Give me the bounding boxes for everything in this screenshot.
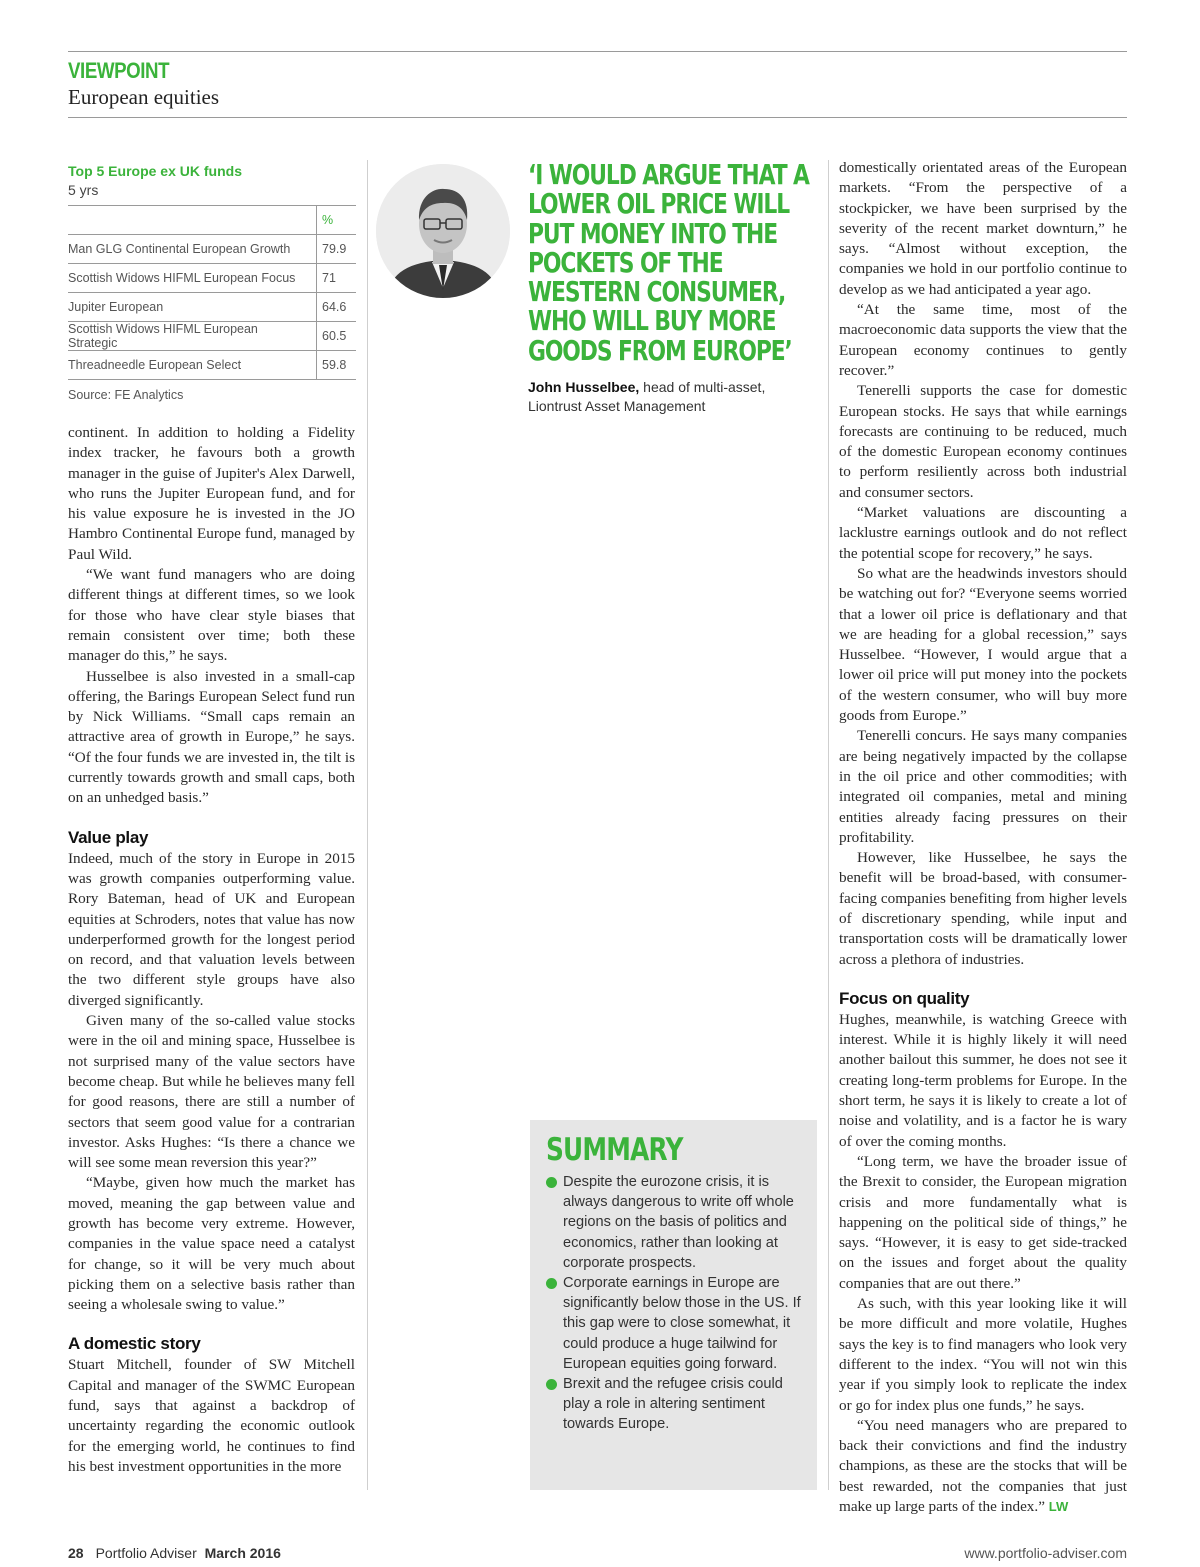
- magazine-name: Portfolio Adviser: [95, 1545, 197, 1561]
- funds-table: [68, 205, 356, 380]
- portrait-photo: [376, 164, 510, 298]
- column-divider: [828, 160, 829, 1490]
- summary-item: [546, 1374, 806, 1435]
- footer-left: [68, 1545, 281, 1561]
- header-bottom-rule: [68, 117, 1127, 118]
- summary-list: [546, 1172, 806, 1435]
- table-period: 5 yrs: [68, 182, 99, 198]
- fund-name: Man GLG Continental European Growth: [68, 235, 317, 264]
- table-header-name: [68, 206, 317, 235]
- summary-item-text: Despite the eurozone crisis, it is always dangerous to write off whole regions on the basis of politics and economics, rather than looking at corporate prospects.: [563, 1174, 794, 1271]
- author-signoff: LW: [1048, 1499, 1069, 1514]
- paragraph: Stuart Mitchell, founder of SW Mitchell Capital and manager of the SWMC European fund, says that against a backdrop of uncertainty regarding the economic outlook for the emerging world, he continues to find his best investment opportunities in the more: [68, 1356, 355, 1475]
- paragraph: “At the same time, most of the macroeconomic data supports the view that the European economy continues to gently recover.”: [839, 301, 1127, 379]
- paragraph: So what are the headwinds investors should be watching out for? “Everyone seems worried that a lower oil price is deflationary and that we are heading for a global recession,” says Husselbee. “However, I would argue that a lower oil price will put money into the pockets of the western consumer, who will buy more goods from Europe.”: [839, 564, 1127, 725]
- paragraph: [839, 1416, 1127, 1517]
- issue-date: March 2016: [204, 1545, 281, 1561]
- article-column-3: [839, 158, 1127, 1517]
- paragraph: domestically orientated areas of the European markets. “From the perspective of a stockpicker, we have been surprised by the severity of the recent market downturn,” he says. “Almost without exception, the companies we hold in our portfolio continue to develop as we had anticipated a year ago.: [839, 159, 1127, 298]
- column-divider: [367, 160, 368, 1490]
- paragraph: Indeed, much of the story in Europe in 2015 was growth companies outperforming value. Rory Bateman, head of UK and European equities at Schroders, notes that value has now underperformed growth for the longest period on record, and that valuation levels between the two different style groups have also diverged significantly.: [68, 849, 355, 1009]
- table-row: [68, 293, 356, 322]
- fund-value: 71: [317, 264, 357, 293]
- fund-value: 59.8: [317, 351, 357, 380]
- subheading: Focus on quality: [839, 988, 970, 1008]
- summary-item-text: Corporate earnings in Europe are significantly below those in the US. If this gap were to close somewhat, it could produce a huge tailwind for European equities going forward.: [563, 1275, 801, 1372]
- quote-author-role: head of multi-asset, Liontrust Asset Management: [528, 379, 766, 414]
- table-header-row: [68, 206, 356, 235]
- fund-name: Threadneedle European Select: [68, 351, 317, 380]
- article-column-1: [68, 423, 355, 1477]
- summary-box: [530, 1120, 817, 1490]
- summary-title: SUMMARY: [546, 1132, 683, 1168]
- pull-quote: ‘I WOULD ARGUE THAT A LOWER OIL PRICE WILL PUT MONEY INTO THE POCKETS OF THE WESTERN CONSUMER, WHO WILL BUY MORE GOODS FROM EUROPE’: [528, 158, 809, 367]
- subheading: Value play: [68, 827, 149, 847]
- quote-attribution: [528, 378, 818, 416]
- bullet-icon: [546, 1278, 557, 1289]
- summary-item: [546, 1273, 806, 1374]
- top-funds-table-box: [68, 160, 356, 402]
- bullet-icon: [546, 1177, 557, 1188]
- paragraph: “Maybe, given how much the market has moved, meaning the gap between value and growth has become very extreme. However, companies in the value space need a catalyst for change, so it will be very much about picking them on a selective basis rather than seeing a wholesale swing to value.”: [68, 1174, 355, 1314]
- paragraph: Tenerelli supports the case for domestic European stocks. He says that while earnings forecasts are continuing to be reduced, much of the domestic European economy continues to perform resiliently across both industrial and consumer sectors.: [839, 382, 1127, 501]
- paragraph: Given many of the so-called value stocks were in the oil and mining space, Husselbee is not surprised many of the value sectors have become cheap. But while he believes many fell for good reasons, there are still a number of sectors that seem good value for a contrarian investor. Asks Hughes: “Is there a chance we will see some mean reversion this year?”: [68, 1012, 355, 1172]
- page-number: 28: [68, 1545, 84, 1561]
- header-top-rule: [68, 51, 1127, 52]
- paragraph: “Long term, we have the broader issue of the Brexit to consider, the European migration crisis and more fundamentally what is happening on the political side of things,” he says. “However, it is easy to get side-tracked on the issues and forget about the quality companies that are out there.”: [839, 1152, 1127, 1292]
- section-label: VIEWPOINT: [68, 58, 170, 83]
- table-title: Top 5 Europe ex UK funds: [68, 163, 242, 179]
- fund-name: Jupiter European: [68, 293, 317, 322]
- paragraph: Husselbee is also invested in a small-cap offering, the Barings European Select fund run by Nick Williams. “Small caps remain an attractive area of growth in Europe,” he says. “Of the four funds we are invested in, the tilt is currently towards growth and small caps, both on an unhedged basis.”: [68, 667, 355, 807]
- summary-item: [546, 1172, 806, 1273]
- fund-value: 60.5: [317, 322, 357, 351]
- quote-author: John Husselbee,: [528, 379, 640, 395]
- fund-name: Scottish Widows HIFML European Strategic: [68, 322, 317, 351]
- table-row: [68, 264, 356, 293]
- paragraph: “We want fund managers who are doing different things at different times, so we look for those who have clear style biases that remain consistent over time; both these manager do this,” he says.: [68, 566, 355, 665]
- table-source: Source: FE Analytics: [68, 388, 184, 402]
- table-header-value: %: [317, 206, 357, 235]
- paragraph: As such, with this year looking like it will be more difficult and more volatile, Hughes says the key is to find managers who look very different to the index. “You will not win this year if you simply look to replicate the index or go for index plus one funds,” he says.: [839, 1295, 1127, 1414]
- subsection-title: European equities: [68, 85, 220, 109]
- bullet-icon: [546, 1379, 557, 1390]
- paragraph: continent. In addition to holding a Fidelity index tracker, he favours both a growth manager in the guise of Jupiter's Alex Darwell, who runs the Jupiter European fund, and for his value exposure he is invested in the JO Hambro Continental Europe fund, managed by Paul Wild.: [68, 424, 355, 563]
- table-row: [68, 322, 356, 351]
- paragraph: Tenerelli concurs. He says many companies are being negatively impacted by the collapse in the oil price and other commodities; with integrated oil companies, metal and mining entities already facing pressures on their profitability.: [839, 727, 1127, 846]
- fund-name: Scottish Widows HIFML European Focus: [68, 264, 317, 293]
- subheading: A domestic story: [68, 1334, 201, 1354]
- summary-item-text: Brexit and the refugee crisis could play a role in altering sentiment towards Europe.: [563, 1376, 783, 1433]
- paragraph-text: “You need managers who are prepared to back their convictions and find the industry champions, as these are the stocks that will be best rewarded, not the companies that just make up large parts of the index.”: [839, 1416, 1127, 1515]
- paragraph: “Market valuations are discounting a lacklustre earnings outlook and do not reflect the potential scope for recovery,” he says.: [839, 504, 1127, 562]
- footer-url: www.portfolio-adviser.com: [964, 1545, 1127, 1561]
- paragraph: Hughes, meanwhile, is watching Greece with interest. While it is highly likely it will need another bailout this summer, he does not see it creating long-term problems for Europe. In the short term, he says it is likely to create a lot of noise and volatility, and is a factor he is wary of over the coming months.: [839, 1010, 1127, 1150]
- table-row: [68, 351, 356, 380]
- paragraph: However, like Husselbee, he says the benefit will be broad-based, with consumer-facing companies benefiting from higher levels of discretionary spending, while input and transportation costs will be dramatically lower across a plethora of industries.: [839, 849, 1127, 968]
- fund-value: 79.9: [317, 235, 357, 264]
- table-row: [68, 235, 356, 264]
- fund-value: 64.6: [317, 293, 357, 322]
